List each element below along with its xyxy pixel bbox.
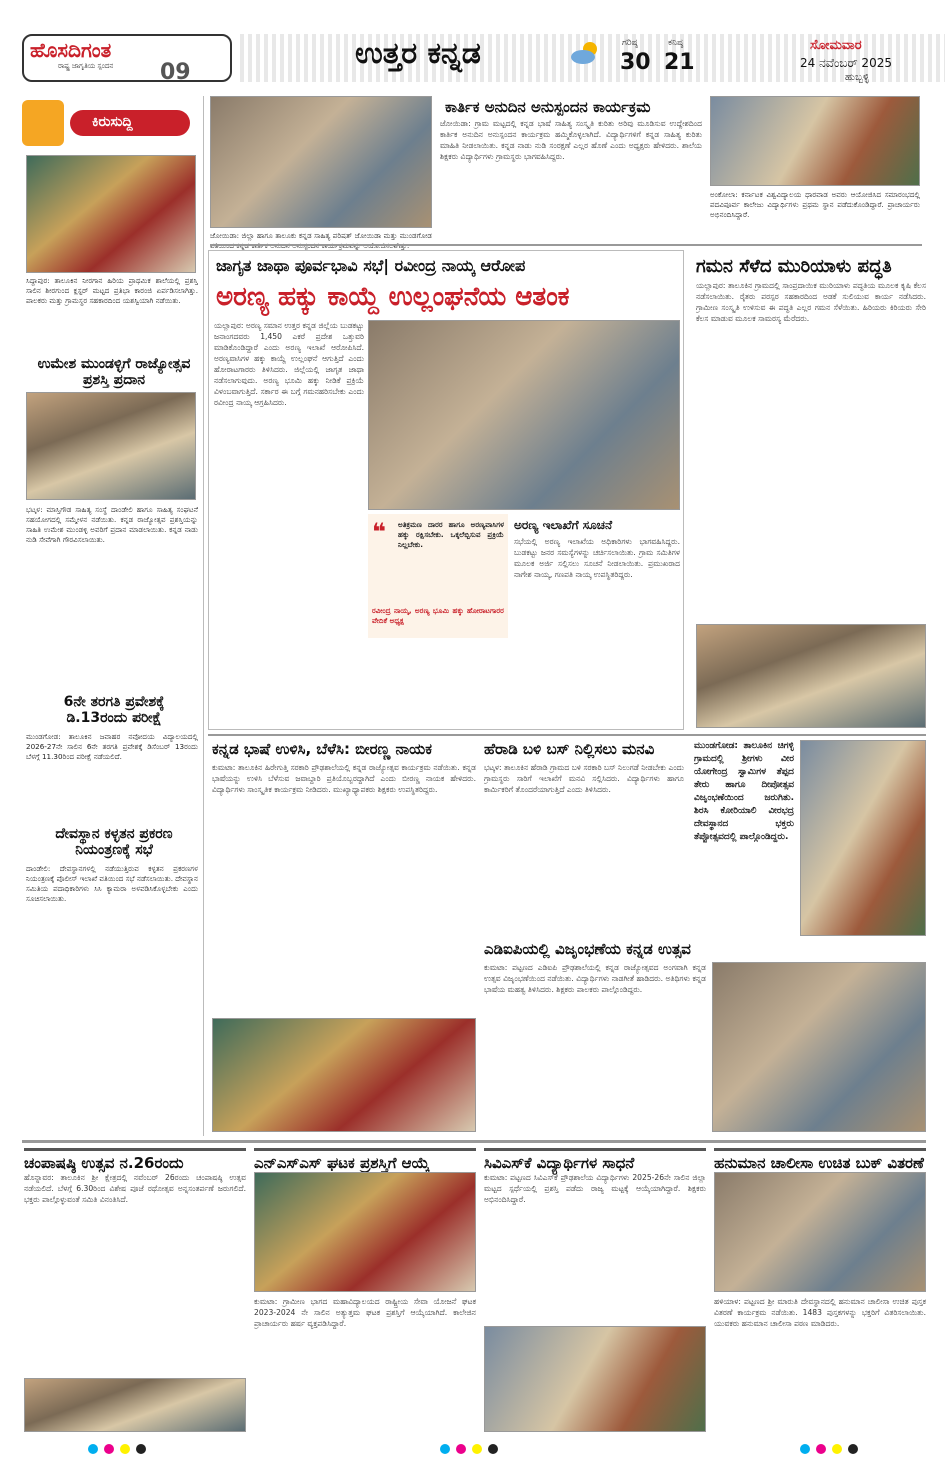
masthead-tagline: ರಾಷ್ಟ್ರ ಜಾಗೃತಿಯ ಸ್ಪಂದನ [58, 62, 114, 70]
bottom-headline-1: ಚಂಪಾಷಷ್ಠಿ ಉತ್ಸವ ನ.26ರಂದು [24, 1148, 246, 1172]
bottom-headline-4: ಹನುಮಾನ ಚಾಲೀಸಾ ಉಚಿತ ಬುಕ್ ವಿತರಣೆ [714, 1148, 926, 1172]
mid-body-2: ಭಟ್ಕಳ: ತಾಲೂಕಿನ ಹೆರಾಡಿ ಗ್ರಾಮದ ಬಳಿ ಸರಕಾರಿ ಬಸ್ ನಿಲುಗಡೆ ನೀಡಬೇಕು ಎಂದು ಗ್ರಾಮಸ್ಥರು ಸಾರಿಗೆ ಇಲಾಖೆಗೆ ಮನವಿ ಸಲ್ಲಿಸಿದರು. ವಿದ್ಯಾರ್ಥಿಗಳು ಹಾಗೂ ಕಾರ್ಮಿಕರಿಗೆ ತೊಂದರೆಯಾಗುತ್ತಿದೆ ಎಂದು ತಿಳಿಸಿದರು. [484, 763, 684, 794]
top-body: ಜೋಯಿಡಾ: ಗ್ರಾಮ ಮಟ್ಟದಲ್ಲಿ ಕನ್ನಡ ಭಾಷೆ ಸಾಹಿತ್ಯ ಸಂಸ್ಕೃತಿ ಕುರಿತು ಅರಿವು ಮೂಡಿಸುವ ಉದ್ದೇಶದಿಂದ ಕಾರ್ತಿಕ ಅನುದಿನ ಅನುಸ್ಪಂದನ ಕಾರ್ಯಕ್ರಮ ಹಮ್ಮಿಕೊಳ್ಳಲಾಗಿದೆ. ವಿದ್ಯಾರ್ಥಿಗಳಿಗೆ ಕನ್ನಡ ಸಾಹಿತ್ಯ ಕುರಿತು ಮಾಹಿತಿ ನೀಡಲಾಯಿತು. ಕನ್ನಡ ನಾಡು ನುಡಿ ಸಂರಕ್ಷಣೆ ಎಲ್ಲರ ಹೊಣೆ ಎಂದು ಅಧ್ಯಕ್ಷರು ಹೇಳಿದರು. ಶಾಲೆಯ ಶಿಕ್ಷಕರು ವಿದ್ಯಾರ್ಥಿಗಳು ಗ್ರಾಮಸ್ಥರು ಭಾಗವಹಿಸಿದ್ದರು. [440, 119, 702, 161]
top-caption-2: ಅಂಕೋಲಾ: ಕರ್ನಾಟಕ ವಿಶ್ವವಿದ್ಯಾಲಯ ಧಾರವಾಡ ಅವರು ಆಯೋಜಿಸಿದ ಸಮಾರಂಭದಲ್ಲಿ ಪದವಿಪೂರ್ವ ಕಾಲೇಜು ವಿದ್ಯಾರ್ಥಿಗಳು ಪ್ರಥಮ ಸ್ಥಾನ ಪಡೆದುಕೊಂಡಿದ್ದಾರೆ. ಪ್ರಾಚಾರ್ಯರು ಅಭಿನಂದಿಸಿದ್ದಾರೆ. [710, 190, 920, 219]
kiru-headline-3: 6ನೇ ತರಗತಿ ಪ್ರವೇಶಕ್ಕೆ ಡಿ.13ರಂದು ಪರೀಕ್ಷೆ [63, 694, 165, 726]
top-headline: ಕಾರ್ತಿಕ ಅನುದಿನ ಅನುಸ್ಪಂದನ ಕಾರ್ಯಕ್ರಮ [445, 98, 651, 116]
lead-quote-box [368, 514, 508, 638]
kiru-headline-2: ಉಮೇಶ ಮುಂಡಳ್ಳಿಗೆ ರಾಜ್ಯೋತ್ಸವ ಪ್ರಶಸ್ತಿ ಪ್ರದಾನ [37, 356, 191, 388]
kiru-story-3: ಮುಂಡಗೋಡ: ತಾಲೂಕಿನ ಜವಾಹರ ನವೋದಯ ವಿದ್ಯಾಲಯದಲ್ಲಿ 2026-27ನೇ ಸಾಲಿನ 6ನೇ ತರಗತಿ ಪ್ರವೇಶಕ್ಕೆ ಡಿಸೆಂಬರ್ 13ರಂದು ಬೆಳಗ್ಗೆ 11.30ರಿಂದ ಪರೀಕ್ಷೆ ನಡೆಯಲಿದೆ. [26, 732, 198, 761]
right-body: ಯಲ್ಲಾಪುರ: ತಾಲೂಕಿನ ಗ್ರಾಮದಲ್ಲಿ ಸಾಂಪ್ರದಾಯಿಕ ಮುರಿಯಾಳು ಪದ್ಧತಿಯ ಮೂಲಕ ಕೃಷಿ ಕೆಲಸ ನಡೆಸಲಾಯಿತು. ರೈತರು ಪರಸ್ಪರ ಸಹಕಾರದಿಂದ ಅಡಕೆ ಸುಲಿಯುವ ಕಾರ್ಯ ನಡೆಸಿದರು. ಗ್ರಾಮೀಣ ಸಂಸ್ಕೃತಿ ಉಳಿಸುವ ಈ ಪದ್ಧತಿ ಎಲ್ಲರ ಗಮನ ಸೆಳೆಯಿತು. ಹಿರಿಯರು ಕಿರಿಯರು ಸೇರಿ ಕೆಲಸ ಮಾಡುವ ಮೂಲಕ ಸಾಮರಸ್ಯ ಮೆರೆದರು. [696, 281, 926, 323]
district-title: ಉತ್ತರ ಕನ್ನಡ [355, 36, 481, 71]
bottom-body-1: ಹೊನ್ನಾವರ: ತಾಲೂಕಿನ ಶ್ರೀ ಕ್ಷೇತ್ರದಲ್ಲಿ ನವೆಂಬರ್ 26ರಂದು ಚಂಪಾಷಷ್ಠಿ ಉತ್ಸವ ನಡೆಯಲಿದೆ. ಬೆಳಗ್ಗೆ 6.30ರಿಂದ ವಿಶೇಷ ಪೂಜೆ ರಥೋತ್ಸವ ಅನ್ನಸಂತರ್ಪಣೆ ಜರುಗಲಿದೆ. ಭಕ್ತರು ಪಾಲ್ಗೊಳ್ಳುವಂತೆ ಸಮಿತಿ ವಿನಂತಿಸಿದೆ. [24, 1173, 246, 1204]
lead-photo [368, 320, 680, 510]
max-temp-label: ಗರಿಷ್ಠ [622, 38, 638, 48]
date: 24 ನವೆಂಬರ್ 2025 [800, 56, 892, 70]
min-temp: 21 [664, 50, 695, 75]
lead-subhead: ಅರಣ್ಯ ಇಲಾಖೆಗೆ ಸೂಚನೆ [514, 518, 613, 532]
print-marks [0, 1438, 945, 1460]
mid-headline-2: ಹೆರಾಡಿ ಬಳಿ ಬಸ್ ನಿಲ್ಲಿಸಲು ಮನವಿ [484, 740, 655, 758]
mid-photo-3 [800, 740, 926, 936]
mid-caption-3: ಮುಂಡಗೋಡ: ತಾಲೂಕಿನ ಚಿಗಳ್ಳಿ ಗ್ರಾಮದಲ್ಲಿ ಶ್ರೀಗಳು ವೀರ ಯೋಗೇಂದ್ರ ಸ್ವಾಮಿಗಳ ತೆಪ್ಪದ ತೇರು ಹಾಗೂ ದೀಪೋತ್ಸವ ವಿಜೃಂಭಣೆಯಿಂದ ಜರುಗಿತು. ಶಿರಸಿ ಕೋರಿಯಾಲಿ ವೀರಭದ್ರ ದೇವಸ್ಥಾನದ ಭಕ್ತರು ತೆಪ್ಪೋತ್ಸವದಲ್ಲಿ ಪಾಲ್ಗೊಂಡಿದ್ದರು. [694, 741, 794, 842]
kiru-photo-1 [26, 155, 196, 273]
lead-body-1: ಯಲ್ಲಾಪುರ: ಅರಣ್ಯ ಸಮಾನ ಉತ್ತರ ಕನ್ನಡ ಜಿಲ್ಲೆಯ ಬುಡಕಟ್ಟು ಜನಾಂಗದವರು 1,450 ಎಕರೆ ಪ್ರದೇಶ ಒತ್ತುವರಿ ಮಾಡಿಕೊಂಡಿದ್ದಾರೆ ಎಂದು ಅರಣ್ಯ ಇಲಾಖೆ ಆರೋಪಿಸಿದೆ. ಅರಣ್ಯವಾಸಿಗಳ ಹಕ್ಕು ಕಾಯ್ದೆ ಉಲ್ಲಂಘನೆ ಆಗುತ್ತಿದೆ ಎಂದು ಹೋರಾಟಗಾರರು ತಿಳಿಸಿದರು. ಜಿಲ್ಲೆಯಲ್ಲಿ ಜಾಗೃತ ಜಾಥಾ ನಡೆಸಲಾಗುವುದು. ಅರಣ್ಯ ಭೂಮಿ ಹಕ್ಕು ನೀಡಿಕೆ ಪ್ರಕ್ರಿಯೆ ವಿಳಂಬವಾಗುತ್ತಿದೆ. ಸರ್ಕಾರ ಈ ಬಗ್ಗೆ ಗಮನಹರಿಸಬೇಕು ಎಂದು ರವೀಂದ್ರ ನಾಯ್ಕ ಆಗ್ರಹಿಸಿದರು. [214, 321, 364, 407]
mid-body-1: ಕುಮಟಾ: ತಾಲೂಕಿನ ಹಿರೇಗುತ್ತಿ ಸರಕಾರಿ ಪ್ರೌಢಶಾಲೆಯಲ್ಲಿ ಕನ್ನಡ ರಾಜ್ಯೋತ್ಸವ ಕಾರ್ಯಕ್ರಮ ನಡೆಯಿತು. ಕನ್ನಡ ಭಾಷೆಯನ್ನು ಉಳಿಸಿ ಬೆಳೆಸುವ ಜವಾಬ್ದಾರಿ ಪ್ರತಿಯೊಬ್ಬರದ್ದಾಗಿದೆ ಎಂದು ಬೀರಣ್ಣ ನಾಯಕ ಹೇಳಿದರು. ವಿದ್ಯಾರ್ಥಿಗಳು ಸಾಂಸ್ಕೃತಿಕ ಕಾರ್ಯಕ್ರಮ ನೀಡಿದರು. ಮುಖ್ಯಾಧ್ಯಾಪಕರು ಶಿಕ್ಷಕರು ಉಪಸ್ಥಿತರಿದ್ದರು. [212, 763, 476, 794]
mid-headline-3: ಎಡಿಐಪಿಯಲ್ಲಿ ವಿಜೃಂಭಣೆಯ ಕನ್ನಡ ಉತ್ಸವ [484, 940, 691, 958]
mid-photo-1 [212, 1018, 476, 1132]
bottom-photo-1 [24, 1378, 246, 1432]
bottom-photo-4 [714, 1172, 926, 1292]
bottom-photo-3 [484, 1326, 706, 1432]
weekday: ಸೋಮವಾರ [810, 38, 862, 53]
bottom-body-4: ಹಳಿಯಾಳ: ಪಟ್ಟಣದ ಶ್ರೀ ಮಾರುತಿ ದೇವಸ್ಥಾನದಲ್ಲಿ ಹನುಮಾನ ಚಾಲೀಸಾ ಉಚಿತ ಪುಸ್ತಕ ವಿತರಣೆ ಕಾರ್ಯಕ್ರಮ ನಡೆಯಿತು. 1483 ಪುಸ್ತಕಗಳನ್ನು ಭಕ್ತರಿಗೆ ವಿತರಿಸಲಾಯಿತು. ಯುವಕರು ಹನುಮಾನ ಚಾಲೀಸಾ ಪಠಣ ಮಾಡಿದರು. [714, 1297, 926, 1328]
mid-headline-1: ಕನ್ನಡ ಭಾಷೆ ಉಳಿಸಿ, ಬೆಳೆಸಿ: ಬೀರಣ್ಣ ನಾಯಕ [212, 740, 432, 758]
hand-icon [22, 100, 64, 146]
lead-quote: ಅತಿಕ್ರಮಣ ದಾರರ ಹಾಗೂ ಅರಣ್ಯವಾಸಿಗಳ ಹಕ್ಕು ರಕ್ಷಿಸಬೇಕು. ಒಕ್ಕಲೆಬ್ಬಿಸುವ ಪ್ರಕ್ರಿಯೆ ನಿಲ್ಲಬೇಕು. [398, 520, 504, 549]
bottom-headline-2: ಎನ್‌ಎಸ್‌ಎಸ್ ಘಟಕ ಪ್ರಶಸ್ತಿಗೆ ಆಯ್ಕೆ [254, 1148, 476, 1172]
kiru-story-1: ಸಿದ್ದಾಪುರ: ತಾಲೂಕಿನ ನೀರಗಾನ ಹಿರಿಯ ಪ್ರಾಥಮಿಕ ಶಾಲೆಯಲ್ಲಿ ಪ್ರಶಸ್ತಿ ಸಾಲಿನ ಶೀರಗುಂದ ಕ್ಲಸ್ಟರ್ ಮಟ್ಟದ ಪ್ರತಿಭಾ ಕಾರಂಜಿ ಏರ್ಪಡಿಸಲಾಗಿತ್ತು. ಪಾಲಕರು ಮತ್ತು ಗ್ರಾಮಸ್ಥರ ಸಹಕಾರದಿಂದ ಯಶಸ್ವಿಯಾಗಿ ನಡೆಯಿತು. [26, 276, 198, 305]
lead-headline: ಅರಣ್ಯ ಹಕ್ಕು ಕಾಯ್ದೆ ಉಲ್ಲಂಘನೆಯ ಆತಂಕ [216, 282, 570, 312]
kiru-photo-2 [26, 392, 196, 500]
kirusuddi-head [22, 96, 202, 152]
weather-icon [568, 40, 604, 66]
bottom-body-2: ಕುಮಟಾ: ಗ್ರಾಮೀಣ ಭಾಗದ ಮಹಾವಿದ್ಯಾಲಯದ ರಾಷ್ಟ್ರೀಯ ಸೇವಾ ಯೋಜನೆ ಘಟಕ 2023-2024 ನೇ ಸಾಲಿನ ಅತ್ಯುತ್ತಮ ಘಟಕ ಪ್ರಶಸ್ತಿಗೆ ಆಯ್ಕೆಯಾಗಿದೆ. ಕಾಲೇಜಿನ ಪ್ರಾಚಾರ್ಯರು ಹರ್ಷ ವ್ಯಕ್ತಪಡಿಸಿದ್ದಾರೆ. [254, 1297, 476, 1328]
bottom-photo-2 [254, 1172, 476, 1292]
kirusuddi-label: ಕಿರುಸುದ್ದಿ [92, 114, 133, 130]
max-temp: 30 [620, 50, 651, 75]
kiru-headline-4: ದೇವಸ್ಥಾನ ಕಳ್ಳತನ ಪ್ರಕರಣ ನಿಯಂತ್ರಣಕ್ಕೆ ಸಭೆ [55, 826, 173, 858]
top-photo-2 [710, 96, 920, 186]
right-headline: ಗಮನ ಸೆಳೆದ ಮುರಿಯಾಳು ಪದ್ಧತಿ [696, 256, 892, 277]
lead-kicker: ಜಾಗೃತ ಜಾಥಾ ಪೂರ್ವಭಾವಿ ಸಭೆ| ರವೀಂದ್ರ ನಾಯ್ಕ ಆರೋಪ [216, 256, 526, 275]
right-photo [696, 624, 926, 728]
mid-photo-4 [712, 962, 926, 1132]
top-photo-1 [210, 96, 432, 228]
masthead-logo: ಹೊಸದಿಗಂತ [30, 38, 112, 62]
page-number: 09 [160, 60, 191, 85]
mid-body-3: ಕುಮಟಾ: ಪಟ್ಟಣದ ಎಡಿಐಪಿ ಪ್ರೌಢಶಾಲೆಯಲ್ಲಿ ಕನ್ನಡ ರಾಜ್ಯೋತ್ಸವದ ಅಂಗವಾಗಿ ಕನ್ನಡ ಉತ್ಸವ ವಿಜೃಂಭಣೆಯಿಂದ ನಡೆಯಿತು. ವಿದ್ಯಾರ್ಥಿಗಳು ನಾಡಗೀತೆ ಹಾಡಿದರು. ಅತಿಥಿಗಳು ಕನ್ನಡ ಭಾಷೆಯ ಮಹತ್ವ ತಿಳಿಸಿದರು. ಶಿಕ್ಷಕರು ಪಾಲಕರು ಪಾಲ್ಗೊಂಡಿದ್ದರು. [484, 963, 706, 994]
bottom-headline-3: ಸಿವಿಎಸ್‌ಕೆ ವಿದ್ಯಾರ್ಥಿಗಳ ಸಾಧನೆ [484, 1148, 706, 1172]
min-temp-label: ಕನಿಷ್ಠ [668, 38, 684, 48]
quote-icon: ❝ [372, 518, 387, 546]
bottom-body-3: ಕುಮಟಾ: ಪಟ್ಟಣದ ಸಿವಿಎಸ್‌ಕೆ ಪ್ರೌಢಶಾಲೆಯ ವಿದ್ಯಾರ್ಥಿಗಳು 2025-26ನೇ ಸಾಲಿನ ಜಿಲ್ಲಾ ಮಟ್ಟದ ಸ್ಪರ್ಧೆಯಲ್ಲಿ ಪ್ರಶಸ್ತಿ ಪಡೆದು ರಾಜ್ಯ ಮಟ್ಟಕ್ಕೆ ಆಯ್ಕೆಯಾಗಿದ್ದಾರೆ. ಶಿಕ್ಷಕರು ಅಭಿನಂದಿಸಿದ್ದಾರೆ. [484, 1173, 706, 1204]
lead-quote-by: ರವೀಂದ್ರ ನಾಯ್ಕ, ಅರಣ್ಯ ಭೂಮಿ ಹಕ್ಕು ಹೋರಾಟಗಾರರ ವೇದಿಕೆ ಅಧ್ಯಕ್ಷ [372, 606, 504, 625]
edition-city: ಹುಬ್ಬಳ್ಳಿ [845, 72, 870, 83]
kiru-story-2: ಭಟ್ಕಳ: ಮಾಸ್ತಿಗೌಡ ಸಾಹಿತ್ಯ ಸಂಸ್ಥೆ ದಾಂಡೇಲಿ ಹಾಗೂ ಸಾಹಿತ್ಯ ಸಂಘಟನೆ ಸಹಯೋಗದಲ್ಲಿ ಸಮ್ಮೇಳನ ನಡೆಯಿತು. ಕನ್ನಡ ರಾಜ್ಯೋತ್ಸವ ಪ್ರಶಸ್ತಿಯನ್ನು ಸಾಹಿತಿ ಉಮೇಶ ಮುಂಡಳ್ಳಿ ಅವರಿಗೆ ಪ್ರದಾನ ಮಾಡಲಾಯಿತು. ಕನ್ನಡ ನಾಡು ನುಡಿ ಸೇವೆಗಾಗಿ ಗೌರವಿಸಲಾಯಿತು. [26, 505, 198, 544]
top-caption-1: ಜೋಯಿಡಾ: ಜಿಲ್ಲಾ ಹಾಗೂ ತಾಲೂಕು ಕನ್ನಡ ಸಾಹಿತ್ಯ ಪರಿಷತ್ ಜೋಯಿಡಾ ಮತ್ತು ಮುಂಡಗೋಡ [210, 231, 432, 240]
lead-body-2: ಸಭೆಯಲ್ಲಿ ಅರಣ್ಯ ಇಲಾಖೆಯ ಅಧಿಕಾರಿಗಳು ಭಾಗವಹಿಸಿದ್ದರು. ಬುಡಕಟ್ಟು ಜನರ ಸಮಸ್ಯೆಗಳನ್ನು ಚರ್ಚಿಸಲಾಯಿತು. ಗ್ರಾಮ ಸಮಿತಿಗಳ ಮೂಲಕ ಅರ್ಜಿ ಸಲ್ಲಿಸಲು ಸೂಚನೆ ನೀಡಲಾಯಿತು. ಪ್ರಮುಖರಾದ ನಾಗೇಶ ನಾಯ್ಕ, ಗಣಪತಿ ನಾಯ್ಕ ಉಪಸ್ಥಿತರಿದ್ದರು. [514, 537, 680, 579]
kiru-story-4: ದಾಂಡೇಲಿ: ದೇವಸ್ಥಾನಗಳಲ್ಲಿ ನಡೆಯುತ್ತಿರುವ ಕಳ್ಳತನ ಪ್ರಕರಣಗಳ ನಿಯಂತ್ರಣಕ್ಕೆ ಪೊಲೀಸ್ ಇಲಾಖೆ ವತಿಯಿಂದ ಸಭೆ ನಡೆಸಲಾಯಿತು. ದೇವಸ್ಥಾನ ಸಮಿತಿಯ ಪದಾಧಿಕಾರಿಗಳು ಸಿಸಿ ಕ್ಯಾಮರಾ ಅಳವಡಿಸಿಕೊಳ್ಳಬೇಕು ಎಂದು ಸೂಚಿಸಲಾಯಿತು. [26, 864, 198, 903]
